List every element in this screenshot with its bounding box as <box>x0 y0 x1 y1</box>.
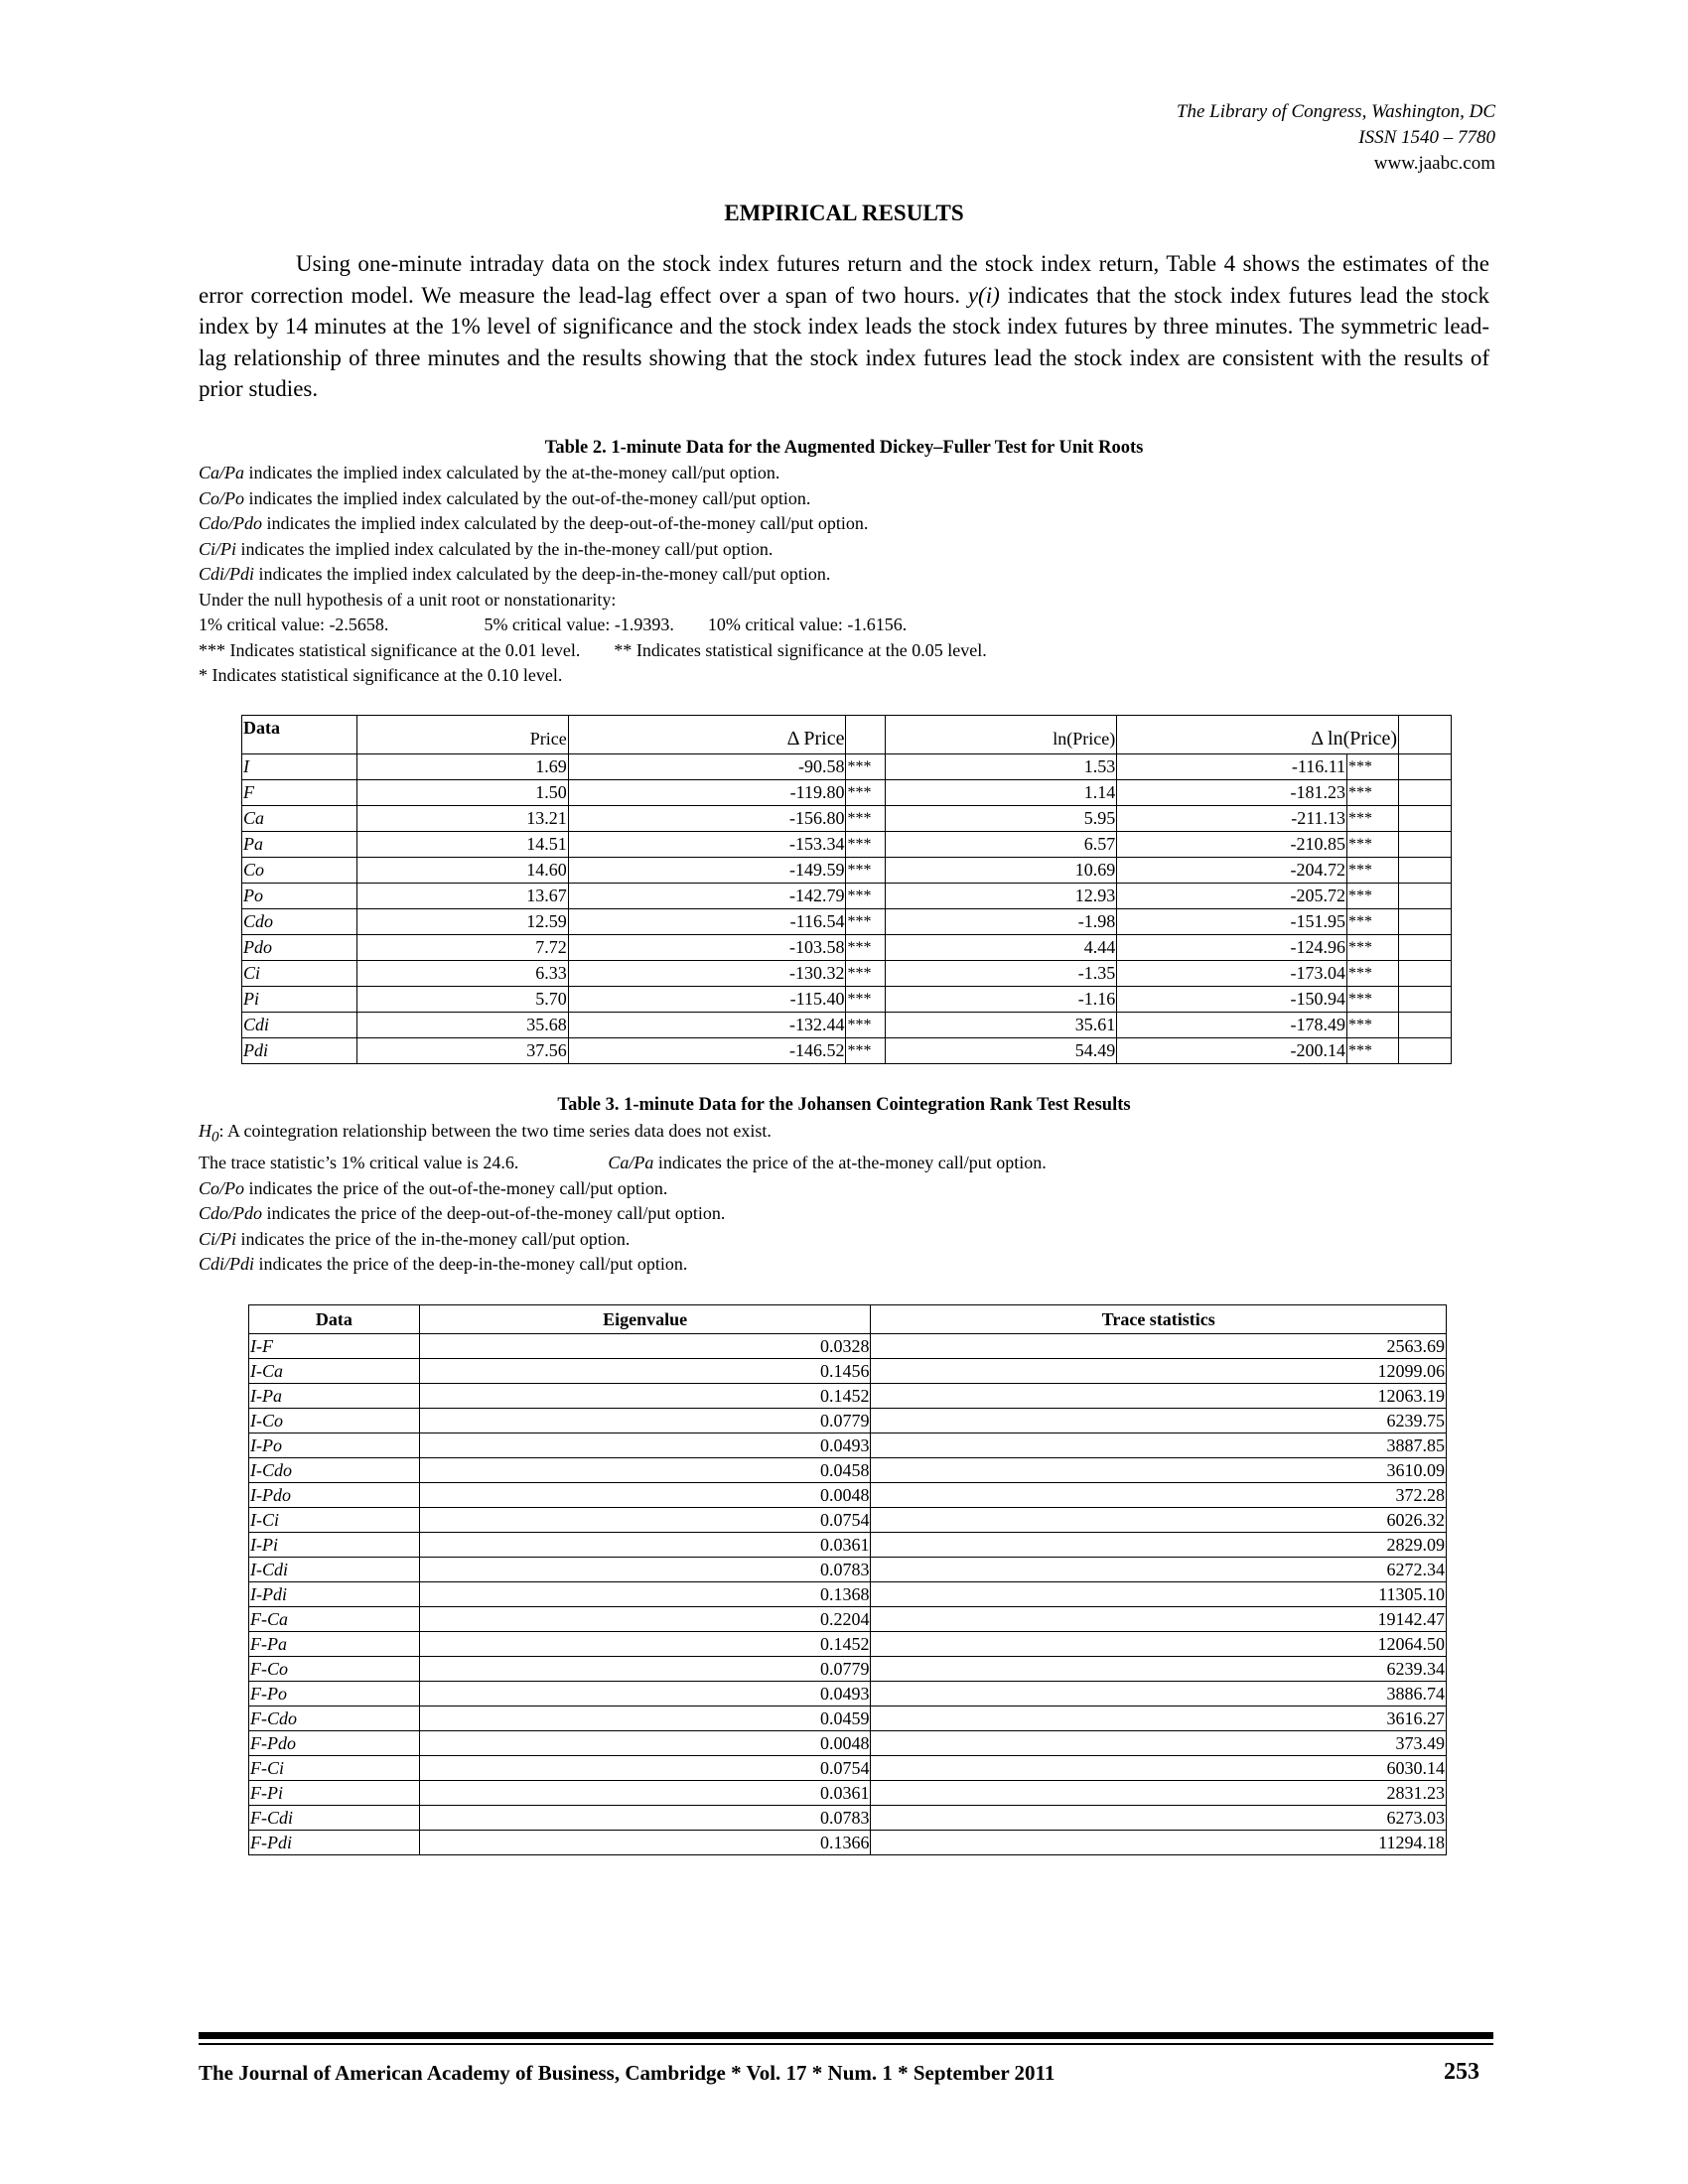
cell-blank <box>1399 909 1452 935</box>
cell-ln-price: -1.16 <box>886 987 1117 1013</box>
table2-notes <box>199 461 1489 689</box>
table-row <box>242 1013 1452 1038</box>
table-row <box>242 1038 1452 1064</box>
cell-eigenvalue: 0.0754 <box>419 1508 871 1533</box>
note-significance: *** Indicates statistical significance at the 0.01 level. ** Indicates statistical significance at the 0.05 level. <box>199 639 987 660</box>
cell-significance: *** <box>1347 832 1399 858</box>
section-title: EMPIRICAL RESULTS <box>724 201 964 225</box>
cell-trace-statistic: 3610.09 <box>871 1458 1447 1483</box>
row-label: I-Cdi <box>249 1558 420 1582</box>
row-label: I-Pi <box>249 1533 420 1558</box>
cell-delta-ln-price: -205.72 <box>1117 884 1347 909</box>
table-row <box>249 1731 1447 1756</box>
cell-price: 7.72 <box>356 935 568 961</box>
cell-delta-ln-price: -210.85 <box>1117 832 1347 858</box>
cell-delta-price: -156.80 <box>568 806 846 832</box>
cell-price: 5.70 <box>356 987 568 1013</box>
cell-significance: *** <box>846 858 886 884</box>
table3-title: Table 3. 1-minute Data for the Johansen Cointegration Rank Test Results <box>557 1095 1131 1115</box>
cell-ln-price: 1.53 <box>886 754 1117 780</box>
table-row <box>249 1483 1447 1508</box>
cell-eigenvalue: 0.0783 <box>419 1558 871 1582</box>
cell-blank <box>1399 987 1452 1013</box>
header-url: www.jaabc.com <box>1373 153 1495 174</box>
row-label: Ci <box>242 961 357 987</box>
cell-significance: *** <box>846 909 886 935</box>
cell-significance: *** <box>1347 935 1399 961</box>
table-row <box>249 1433 1447 1458</box>
cell-price: 12.59 <box>356 909 568 935</box>
row-label: F <box>242 780 357 806</box>
table-row <box>242 935 1452 961</box>
cell-price: 13.21 <box>356 806 568 832</box>
cell-significance: *** <box>846 1013 886 1038</box>
row-label: F-Ca <box>249 1607 420 1632</box>
row-label: F-Po <box>249 1682 420 1706</box>
cell-delta-price: -90.58 <box>568 754 846 780</box>
row-label: Ca <box>242 806 357 832</box>
cell-eigenvalue: 0.0493 <box>419 1682 871 1706</box>
col-header-blank <box>846 716 886 754</box>
table-row <box>242 858 1452 884</box>
header-line-1: The Library of Congress, Washington, DC <box>1176 101 1495 122</box>
row-label: I-Ca <box>249 1359 420 1384</box>
row-label: I-Pa <box>249 1384 420 1409</box>
cell-eigenvalue: 0.0361 <box>419 1781 871 1806</box>
note-cdipdi: Cdi/Pdi indicates the implied index calculated by the deep-in-the-money call/put option. <box>199 564 831 584</box>
table-row <box>249 1831 1447 1855</box>
cell-delta-price: -103.58 <box>568 935 846 961</box>
table-row <box>242 909 1452 935</box>
cell-significance: *** <box>1347 1038 1399 1064</box>
col-header-trace-statistics: Trace statistics <box>871 1305 1447 1334</box>
row-label: I-Ci <box>249 1508 420 1533</box>
cell-eigenvalue: 0.1456 <box>419 1359 871 1384</box>
header-line-2: ISSN 1540 – 7780 <box>1358 127 1495 148</box>
cell-significance: *** <box>846 961 886 987</box>
note-copo: Co/Po indicates the implied index calculated by the out-of-the-money call/put option. <box>199 487 811 508</box>
cell-delta-price: -142.79 <box>568 884 846 909</box>
cell-eigenvalue: 0.0779 <box>419 1409 871 1433</box>
cell-blank <box>1399 754 1452 780</box>
cell-blank <box>1399 961 1452 987</box>
cell-ln-price: 54.49 <box>886 1038 1117 1064</box>
table-row <box>249 1334 1447 1359</box>
cell-trace-statistic: 3887.85 <box>871 1433 1447 1458</box>
cell-trace-statistic: 6239.34 <box>871 1657 1447 1682</box>
row-label: F-Pdi <box>249 1831 420 1855</box>
table-row <box>249 1409 1447 1433</box>
table-row <box>242 806 1452 832</box>
row-label: I-Pdo <box>249 1483 420 1508</box>
row-label: F-Pdo <box>249 1731 420 1756</box>
cell-delta-price: -115.40 <box>568 987 846 1013</box>
cell-delta-ln-price: -151.95 <box>1117 909 1347 935</box>
footer-rule <box>199 2032 1493 2039</box>
cell-eigenvalue: 0.1366 <box>419 1831 871 1855</box>
cell-significance: *** <box>846 832 886 858</box>
cell-ln-price: 6.57 <box>886 832 1117 858</box>
note-cdipdi: Cdi/Pdi indicates the price of the deep-in-the-money call/put option. <box>199 1254 688 1275</box>
cell-price: 37.56 <box>356 1038 568 1064</box>
cell-delta-price: -119.80 <box>568 780 846 806</box>
table-row <box>242 832 1452 858</box>
cell-delta-ln-price: -200.14 <box>1117 1038 1347 1064</box>
cell-delta-ln-price: -124.96 <box>1117 935 1347 961</box>
row-label: I-Cdo <box>249 1458 420 1483</box>
intro-part-2: indicates that the stock index futures lead the stock index by 14 minutes at the 1% level of significance and the stock index leads the stock index futures by three minutes. The symmetric lead-lag relationship of three minutes and the results showing that the stock index futures lead the stock index are consistent with the results of prior studies. <box>199 282 1489 401</box>
row-label: F-Pa <box>249 1632 420 1657</box>
note-copo: Co/Po indicates the price of the out-of-the-money call/put option. <box>199 1177 668 1198</box>
col-header-ln-price: ln(Price) <box>886 716 1117 754</box>
cell-trace-statistic: 12063.19 <box>871 1384 1447 1409</box>
col-header-delta-price: Δ Price <box>568 716 846 754</box>
cell-price: 1.50 <box>356 780 568 806</box>
cell-trace-statistic: 2563.69 <box>871 1334 1447 1359</box>
cell-trace-statistic: 12064.50 <box>871 1632 1447 1657</box>
cell-significance: *** <box>1347 754 1399 780</box>
row-label: F-Co <box>249 1657 420 1682</box>
row-label: F-Ci <box>249 1756 420 1781</box>
note-critical-values: 1% critical value: -2.5658. 5% critical value: -1.9393. 10% critical value: -1.6156. <box>199 614 908 634</box>
cell-trace-statistic: 2829.09 <box>871 1533 1447 1558</box>
cell-delta-price: -130.32 <box>568 961 846 987</box>
table-row <box>249 1384 1447 1409</box>
cell-blank <box>1399 884 1452 909</box>
cell-significance: *** <box>846 884 886 909</box>
row-label: Pdo <box>242 935 357 961</box>
cell-eigenvalue: 0.0048 <box>419 1483 871 1508</box>
cell-delta-price: -116.54 <box>568 909 846 935</box>
cell-trace-statistic: 6239.75 <box>871 1409 1447 1433</box>
table-row <box>249 1558 1447 1582</box>
cell-significance: *** <box>1347 987 1399 1013</box>
cell-delta-ln-price: -116.11 <box>1117 754 1347 780</box>
cell-trace-statistic: 3886.74 <box>871 1682 1447 1706</box>
cell-significance: *** <box>846 1038 886 1064</box>
col-header-blank <box>1399 716 1452 754</box>
adf-test-table <box>241 715 1452 1064</box>
cell-delta-ln-price: -178.49 <box>1117 1013 1347 1038</box>
table-header-row <box>249 1305 1447 1334</box>
table-row <box>249 1781 1447 1806</box>
table-row <box>249 1607 1447 1632</box>
cell-delta-price: -153.34 <box>568 832 846 858</box>
cell-blank <box>1399 1038 1452 1064</box>
table-row <box>249 1582 1447 1607</box>
table-row <box>249 1533 1447 1558</box>
row-label: I-Co <box>249 1409 420 1433</box>
col-header-eigenvalue: Eigenvalue <box>419 1305 871 1334</box>
table-row <box>249 1756 1447 1781</box>
cell-ln-price: 4.44 <box>886 935 1117 961</box>
row-label: F-Cdo <box>249 1706 420 1731</box>
cell-eigenvalue: 0.1452 <box>419 1384 871 1409</box>
cell-eigenvalue: 0.0783 <box>419 1806 871 1831</box>
cell-trace-statistic: 372.28 <box>871 1483 1447 1508</box>
note-cipi: Ci/Pi indicates the price of the in-the-money call/put option. <box>199 1228 631 1249</box>
row-label: F-Cdi <box>249 1806 420 1831</box>
cell-delta-price: -146.52 <box>568 1038 846 1064</box>
cell-delta-ln-price: -150.94 <box>1117 987 1347 1013</box>
table-row <box>249 1806 1447 1831</box>
cell-significance: *** <box>1347 806 1399 832</box>
cell-trace-statistic: 11294.18 <box>871 1831 1447 1855</box>
cell-blank <box>1399 935 1452 961</box>
cell-trace-statistic: 373.49 <box>871 1731 1447 1756</box>
cell-eigenvalue: 0.0459 <box>419 1706 871 1731</box>
cell-eigenvalue: 0.0048 <box>419 1731 871 1756</box>
row-label: Pdi <box>242 1038 357 1064</box>
note-null-hypothesis: Under the null hypothesis of a unit root or nonstationarity: <box>199 589 617 610</box>
cell-significance: *** <box>1347 961 1399 987</box>
table2-title: Table 2. 1-minute Data for the Augmented Dickey–Fuller Test for Unit Roots <box>544 438 1144 458</box>
row-label: Po <box>242 884 357 909</box>
cell-price: 1.69 <box>356 754 568 780</box>
table-row <box>249 1632 1447 1657</box>
table-row <box>249 1657 1447 1682</box>
cell-trace-statistic: 6026.32 <box>871 1508 1447 1533</box>
row-label: Co <box>242 858 357 884</box>
cell-price: 6.33 <box>356 961 568 987</box>
cell-eigenvalue: 0.0328 <box>419 1334 871 1359</box>
note-cdopdo: Cdo/Pdo indicates the implied index calculated by the deep-out-of-the-money call/put option. <box>199 513 869 533</box>
cell-price: 35.68 <box>356 1013 568 1038</box>
col-header-delta-ln-price: Δ ln(Price) <box>1117 716 1399 754</box>
row-label: Cdi <box>242 1013 357 1038</box>
row-label: I-Pdi <box>249 1582 420 1607</box>
cell-blank <box>1399 1013 1452 1038</box>
page-number: 253 <box>1444 2059 1479 2085</box>
cell-ln-price: -1.98 <box>886 909 1117 935</box>
cell-delta-ln-price: -181.23 <box>1117 780 1347 806</box>
cell-significance: *** <box>1347 884 1399 909</box>
row-label: I <box>242 754 357 780</box>
table-row <box>249 1682 1447 1706</box>
cell-significance: *** <box>1347 780 1399 806</box>
footer-rule-thin <box>199 2043 1493 2045</box>
intro-yi: y(i) <box>967 282 1000 308</box>
cell-price: 13.67 <box>356 884 568 909</box>
cell-eigenvalue: 0.0361 <box>419 1533 871 1558</box>
cell-delta-ln-price: -211.13 <box>1117 806 1347 832</box>
cell-significance: *** <box>846 935 886 961</box>
cell-eigenvalue: 0.1368 <box>419 1582 871 1607</box>
johansen-test-table <box>248 1304 1447 1855</box>
cell-trace-statistic: 3616.27 <box>871 1706 1447 1731</box>
row-label: I-Po <box>249 1433 420 1458</box>
journal-footer: The Journal of American Academy of Business, Cambridge * Vol. 17 * Num. 1 * September 2011 <box>199 2061 1055 2085</box>
cell-ln-price: -1.35 <box>886 961 1117 987</box>
cell-blank <box>1399 780 1452 806</box>
cell-eigenvalue: 0.0493 <box>419 1433 871 1458</box>
cell-ln-price: 35.61 <box>886 1013 1117 1038</box>
cell-blank <box>1399 858 1452 884</box>
cell-eigenvalue: 0.0458 <box>419 1458 871 1483</box>
cell-significance: *** <box>846 754 886 780</box>
row-label: Pa <box>242 832 357 858</box>
table-row <box>249 1359 1447 1384</box>
table3-notes <box>199 1119 1489 1278</box>
cell-delta-price: -149.59 <box>568 858 846 884</box>
cell-eigenvalue: 0.0779 <box>419 1657 871 1682</box>
cell-significance: *** <box>846 806 886 832</box>
col-header-data: Data <box>242 716 357 754</box>
cell-significance: *** <box>846 987 886 1013</box>
cell-significance: *** <box>846 780 886 806</box>
cell-eigenvalue: 0.0754 <box>419 1756 871 1781</box>
row-label: Cdo <box>242 909 357 935</box>
cell-delta-ln-price: -204.72 <box>1117 858 1347 884</box>
cell-price: 14.60 <box>356 858 568 884</box>
table-row <box>249 1458 1447 1483</box>
row-label: Pi <box>242 987 357 1013</box>
cell-trace-statistic: 6273.03 <box>871 1806 1447 1831</box>
intro-paragraph <box>199 248 1489 405</box>
cell-blank <box>1399 806 1452 832</box>
cell-ln-price: 10.69 <box>886 858 1117 884</box>
cell-trace-statistic: 2831.23 <box>871 1781 1447 1806</box>
row-label: I-F <box>249 1334 420 1359</box>
cell-trace-statistic: 6272.34 <box>871 1558 1447 1582</box>
table-header-row <box>242 716 1452 754</box>
cell-ln-price: 1.14 <box>886 780 1117 806</box>
note-significance-10: * Indicates statistical significance at the 0.10 level. <box>199 665 563 685</box>
note-cdopdo: Cdo/Pdo indicates the price of the deep-out-of-the-money call/put option. <box>199 1203 726 1224</box>
table-row <box>242 754 1452 780</box>
intro-part-1: Using one-minute intraday data on the stock index futures return and the stock index return, Table 4 shows the estimates of the error correction model. We measure the lead-lag effect over a span of two hours. <box>199 251 1489 308</box>
row-label: F-Pi <box>249 1781 420 1806</box>
note-h0: $H_0$: A cointegration relationship between the two time series data does not exist. <box>199 1121 772 1146</box>
cell-delta-ln-price: -173.04 <box>1117 961 1347 987</box>
cell-trace-statistic: 6030.14 <box>871 1756 1447 1781</box>
table-row <box>249 1508 1447 1533</box>
cell-ln-price: 12.93 <box>886 884 1117 909</box>
cell-significance: *** <box>1347 858 1399 884</box>
note-cipi: Ci/Pi indicates the implied index calculated by the in-the-money call/put option. <box>199 538 774 559</box>
running-header <box>1177 99 1495 177</box>
cell-eigenvalue: 0.1452 <box>419 1632 871 1657</box>
cell-price: 14.51 <box>356 832 568 858</box>
cell-trace-statistic: 19142.47 <box>871 1607 1447 1632</box>
table-row <box>242 987 1452 1013</box>
cell-ln-price: 5.95 <box>886 806 1117 832</box>
cell-delta-price: -132.44 <box>568 1013 846 1038</box>
cell-eigenvalue: 0.2204 <box>419 1607 871 1632</box>
table-row <box>249 1706 1447 1731</box>
note-capa: Ca/Pa indicates the implied index calculated by the at-the-money call/put option. <box>199 463 780 482</box>
cell-significance: *** <box>1347 1013 1399 1038</box>
table-row <box>242 780 1452 806</box>
table-row <box>242 961 1452 987</box>
cell-significance: *** <box>1347 909 1399 935</box>
col-header-data: Data <box>249 1305 420 1334</box>
table-row <box>242 884 1452 909</box>
cell-blank <box>1399 832 1452 858</box>
note-trace-cv: The trace statistic’s 1% critical value is 24.6. Ca/Pa indicates the price of the at-the-money call/put option. <box>199 1153 1047 1173</box>
cell-trace-statistic: 11305.10 <box>871 1582 1447 1607</box>
cell-trace-statistic: 12099.06 <box>871 1359 1447 1384</box>
col-header-price: Price <box>356 716 568 754</box>
